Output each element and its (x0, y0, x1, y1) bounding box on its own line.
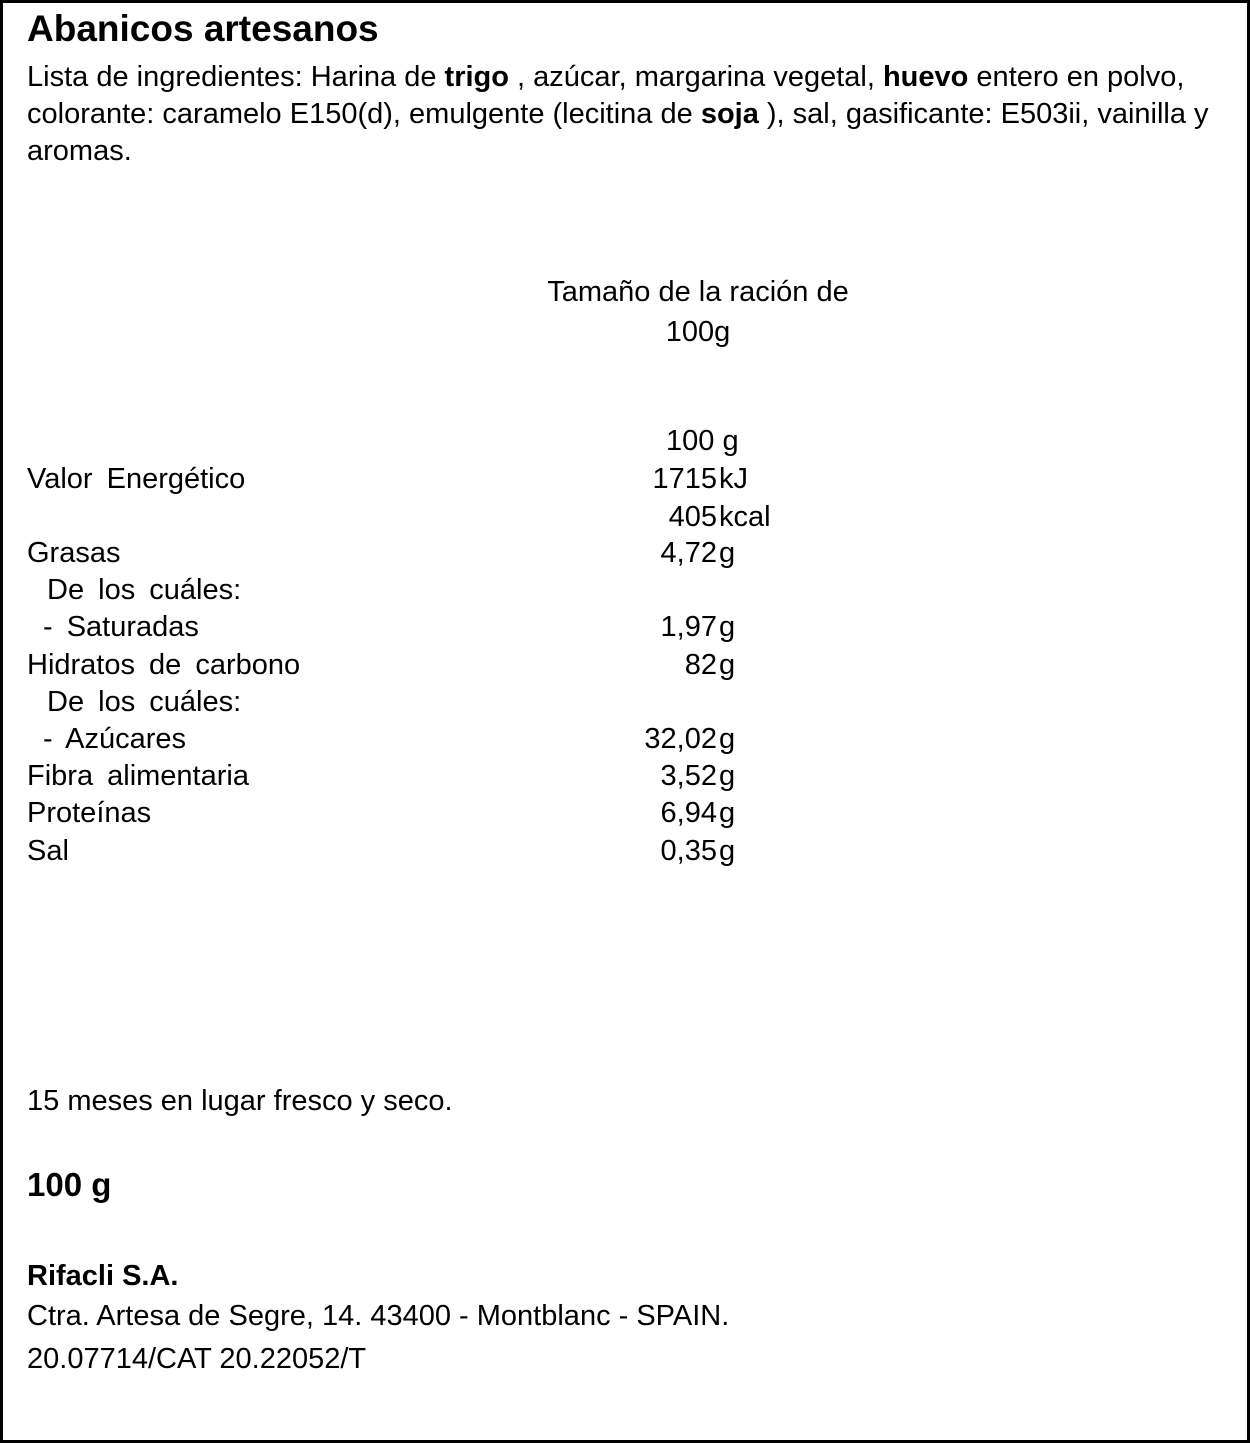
allergen-soy: soja (700, 98, 759, 130)
nutrition-column-header: 100 g (666, 425, 739, 457)
serving-size-line1: Tamaño de la ración de (547, 276, 849, 308)
nutrient-label-sugars: - Azúcares (43, 723, 186, 755)
nutrient-label-carbohydrates: Hidratos de carbono (27, 649, 301, 681)
nutrient-unit-carbohydrates: g (719, 649, 736, 681)
nutrient-unit-fibre: g (719, 760, 736, 792)
nutrient-label-saturates: - Saturadas (43, 611, 199, 643)
company-address: Ctra. Artesa de Segre, 14. 43400 - Montblanc - SPAIN. (27, 1300, 730, 1332)
nutrient-label-fibre: Fibra alimentaria (27, 760, 249, 792)
nutrient-label-fat: Grasas (27, 537, 121, 569)
nutrient-unit-sugars: g (719, 723, 736, 755)
nutrient-value-protein: 6,94 (660, 797, 717, 829)
ingredients-prefix: Lista de ingredientes: Harina de (27, 61, 445, 93)
nutrient-unit-saturates: g (719, 611, 736, 643)
ingredients-part2: , azúcar, margarina vegetal, (508, 61, 883, 93)
nutrient-value-carbohydrates: 82 (684, 649, 717, 681)
ingredients-part4: ), sal, gasificante: E503ii, vainilla y aromas. (27, 98, 1209, 167)
ingredients-part3: entero en polvo, colorante: caramelo E150(d), emulgente (lecitina de (27, 61, 1185, 130)
nutrient-label-salt: Sal (27, 835, 69, 867)
company-name: Rifacli S.A. (27, 1260, 179, 1292)
nutrient-unit-fat: g (719, 537, 736, 569)
nutrient-unit-kcal: kcal (719, 501, 771, 533)
nutrient-label-of-which-carbs: De los cuáles: (47, 686, 242, 718)
nutrient-value-saturates: 1,97 (660, 611, 717, 643)
nutrient-unit-kj: kJ (719, 463, 748, 495)
allergen-wheat: trigo (444, 61, 509, 93)
nutrient-value-energy-kj: 1715 (652, 463, 717, 495)
serving-size-line2: 100g (665, 316, 731, 348)
product-title: Abanicos artesanos (27, 8, 379, 49)
ingredients-list (27, 59, 1217, 170)
registry-number: 20.07714/CAT 20.22052/T (27, 1343, 367, 1375)
storage-instructions: 15 meses en lugar fresco y seco. (27, 1085, 453, 1117)
allergen-egg: huevo (882, 61, 969, 93)
nutrient-value-salt: 0,35 (660, 835, 717, 867)
nutrient-value-sugars: 32,02 (644, 723, 717, 755)
nutrient-label-of-which-fat: De los cuáles: (47, 574, 242, 606)
nutrient-value-fibre: 3,52 (660, 760, 717, 792)
nutrient-unit-protein: g (719, 797, 736, 829)
net-weight: 100 g (27, 1166, 112, 1203)
nutrient-label-energy: Valor Energético (27, 463, 246, 495)
nutrient-value-fat: 4,72 (660, 537, 717, 569)
nutrient-unit-salt: g (719, 835, 736, 867)
nutrient-label-protein: Proteínas (27, 797, 152, 829)
nutrient-value-energy-kcal: 405 (668, 501, 717, 533)
